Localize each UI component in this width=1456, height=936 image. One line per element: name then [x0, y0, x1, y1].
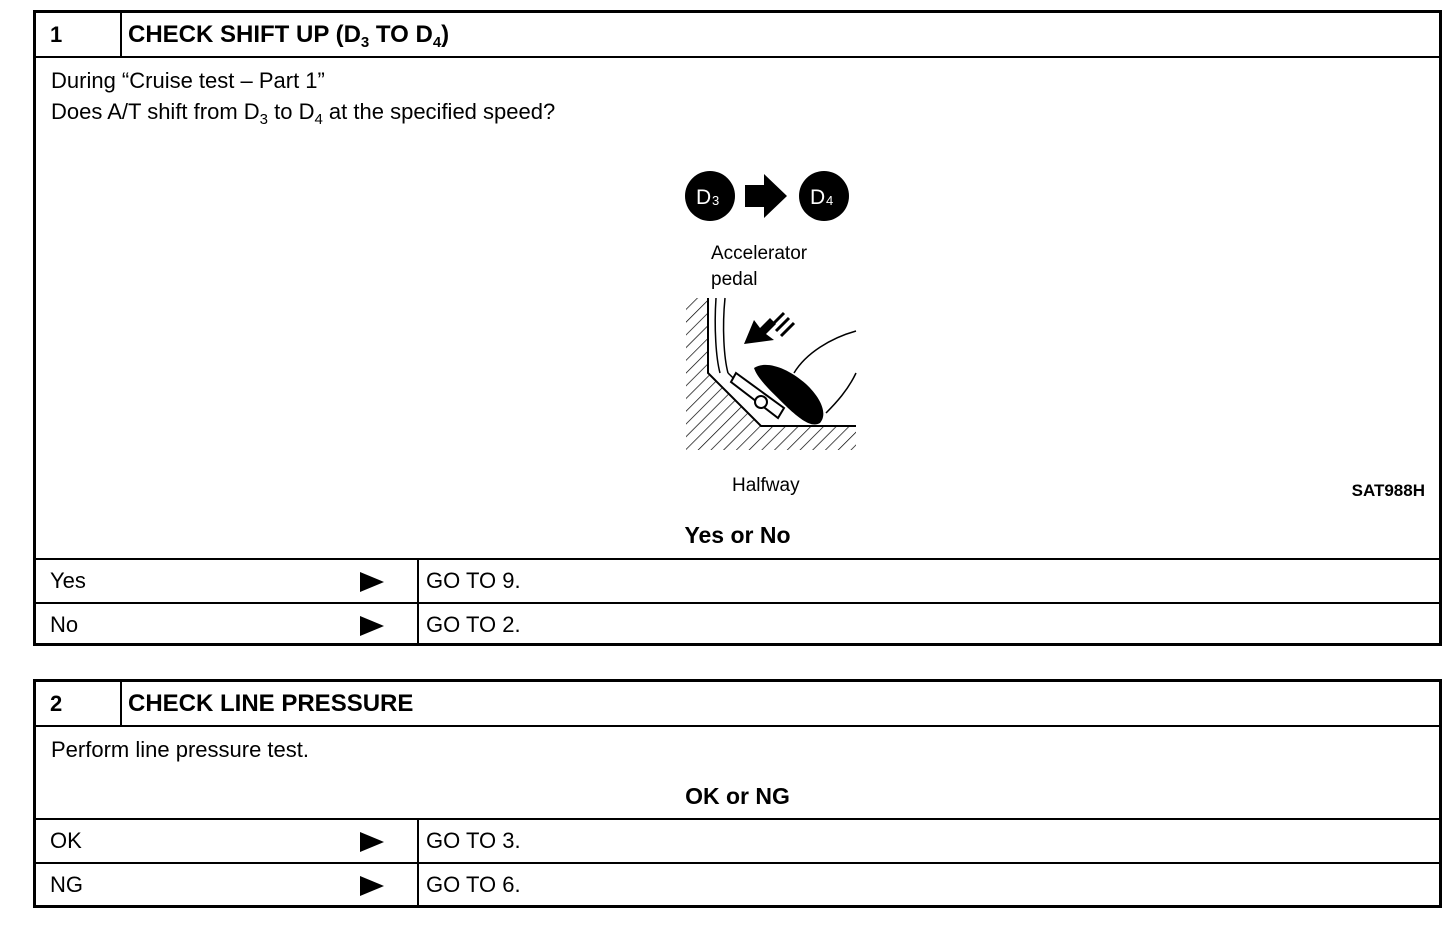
result-label: OK [50, 828, 82, 853]
gear-letter: D [696, 186, 712, 209]
result-row-no [36, 602, 1439, 646]
foot-outline-icon [794, 331, 856, 373]
result-label: NG [50, 872, 83, 897]
pedal-label-line-1: Accelerator [711, 243, 808, 264]
step-1-box [33, 10, 1442, 646]
gear-d3-icon [685, 171, 735, 221]
column-divider [417, 560, 419, 602]
instruction-line-1: Perform line pressure test. [51, 737, 309, 762]
line-subscript: 3 [259, 111, 268, 128]
column-divider [417, 864, 419, 906]
instruction-text [51, 65, 555, 127]
step-title: CHECK LINE PRESSURE [128, 690, 414, 717]
step-1-header [36, 13, 1439, 58]
foot-outline-icon [826, 373, 856, 413]
result-destination: GO TO 3. [426, 828, 521, 853]
triangle-arrow-icon [360, 876, 384, 896]
halfway-label: Halfway [732, 475, 800, 496]
step-2-box [33, 679, 1442, 908]
shift-arrow-icon [745, 174, 787, 218]
result-destination: GO TO 9. [426, 568, 521, 593]
gear-subscript: 4 [826, 193, 834, 208]
line-part: Does A/T shift from D [51, 99, 260, 124]
step-number: 1 [36, 13, 122, 56]
title-part: TO D [369, 21, 433, 48]
result-destination: GO TO 2. [426, 612, 521, 637]
title-part: ) [441, 21, 450, 48]
title-subscript: 3 [360, 34, 370, 51]
result-question: Yes or No [684, 522, 791, 548]
triangle-arrow-icon [360, 832, 384, 852]
result-row-yes [36, 558, 1439, 602]
result-row-ng [36, 862, 1439, 906]
triangle-arrow-icon [360, 572, 384, 592]
title-subscript: 4 [432, 34, 442, 51]
result-label: Yes [50, 568, 86, 593]
gear-letter: D [810, 186, 826, 209]
gear-subscript: 3 [712, 193, 720, 208]
column-divider [417, 604, 419, 646]
title-part: CHECK SHIFT UP (D [128, 21, 361, 48]
figure-code: SAT988H [1351, 481, 1425, 500]
pedal-label-line-2: pedal [711, 269, 758, 290]
result-label: No [50, 612, 79, 637]
press-arrow-icon [744, 313, 794, 344]
accelerator-pedal-figure [636, 168, 896, 508]
result-question: OK or NG [685, 783, 790, 809]
result-row-ok [36, 818, 1439, 862]
result-destination: GO TO 6. [426, 872, 521, 897]
column-divider [417, 820, 419, 862]
instruction-line-1: During “Cruise test – Part 1” [51, 68, 325, 93]
step-2-header [36, 682, 1439, 727]
triangle-arrow-icon [360, 616, 384, 636]
step-number: 2 [36, 682, 122, 725]
line-subscript: 4 [314, 111, 323, 128]
line-part: to D [268, 99, 315, 124]
gear-d4-icon [799, 171, 849, 221]
line-part: at the specified speed? [322, 99, 556, 124]
step-title [128, 13, 449, 56]
instruction-line-2 [51, 96, 555, 127]
